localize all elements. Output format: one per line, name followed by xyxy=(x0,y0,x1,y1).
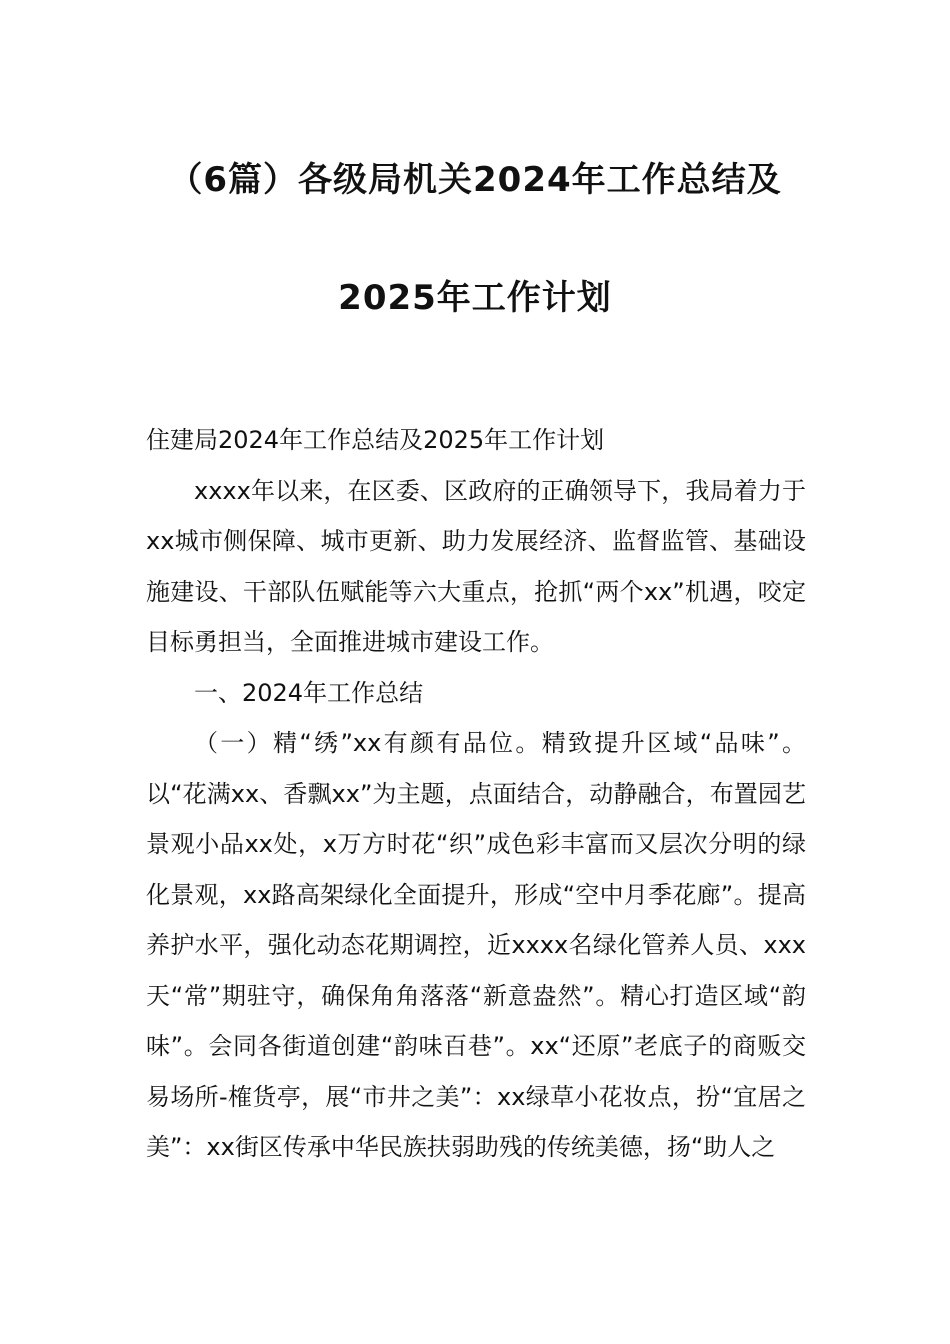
document-body xyxy=(146,415,806,1173)
document-title-line-1: （6篇）各级局机关2024年工作总结及 xyxy=(168,160,782,200)
paragraph-item-one: （一）精“绣”xx有颜有品位。精致提升区域“品味”。以“花满xx、香飘xx”为主题，点面结合，动静融合，布置园艺景观小品xx处，x万方时花“织”成色彩丰富而又层次分明的绿化景观，xx路高架绿化全面提升，形成“空中月季花廊”。提高养护水平，强化动态花期调控，近xxxx名绿化管养人员、xxx天“常”期驻守，确保角角落落“新意盎然”。精心打造区域“韵味”。会同各街道创建“韵味百巷”。xx“还原”老底子的商贩交易场所-榷货亭，展“市井之美”：xx绿草小花妆点，扮“宜居之美”：xx街区传承中华民族扶弱助残的传统美德，扬“助人之 xyxy=(146,729,806,1161)
section-heading: 住建局2024年工作总结及2025年工作计划 xyxy=(146,426,605,454)
paragraph-heading-summary: 一、2024年工作总结 xyxy=(194,678,424,707)
document-title-line-2: 2025年工作计划 xyxy=(338,278,612,318)
paragraph-intro: xxxx年以来，在区委、区政府的正确领导下，我局着力于xx城市侧保障、城市更新、助力发展经济、监督监管、基础设施建设、干部队伍赋能等六大重点，抢抓“两个xx”机遇，咬定目标勇担当，全面推进城市建设工作。 xyxy=(146,476,806,656)
